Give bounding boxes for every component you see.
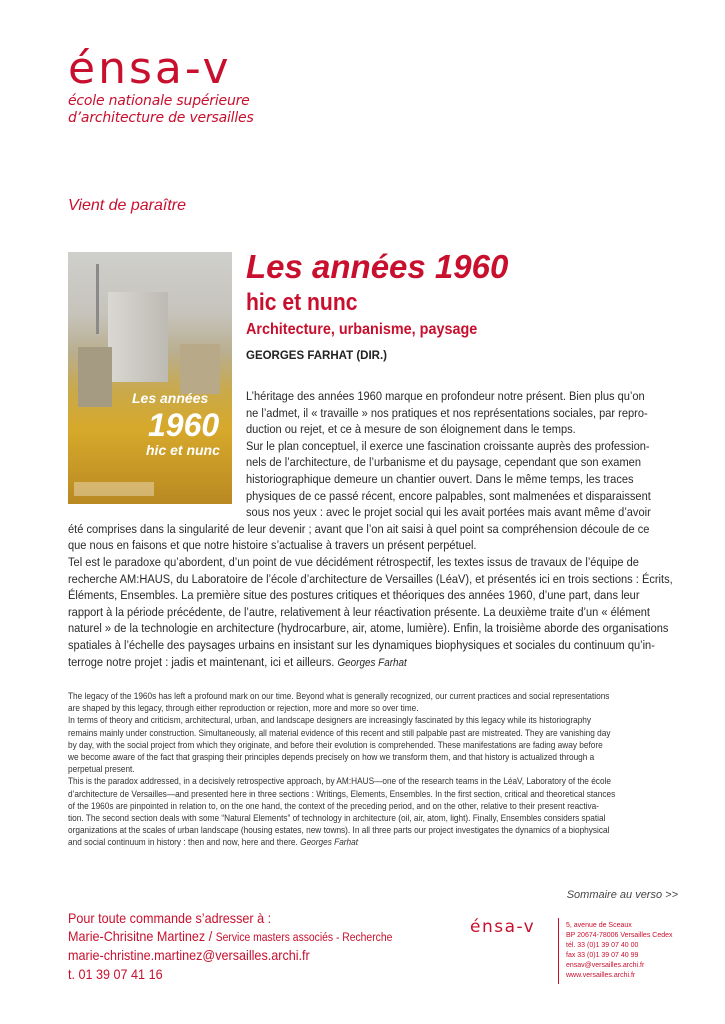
book-author: GEORGES FARHAT (DIR.) [246,350,387,362]
english-text-line: organizations at the scales of urban landscape (housing estates, new towns). In all three parts our project investigates the dynamics of a biophysical [68,825,610,836]
english-text-line: we become aware of the fact that grasping their principles depends precisely on how we transform them, and that history is actualized through a [68,752,595,762]
book-topic: Architecture, urbanisme, paysage [246,321,478,338]
english-text-line: of the 1960s are pinpointed in relation to, on the one hand, the context of the preceding period, and on the other, relative to their present reactiva- [68,800,599,811]
logo-wordmark: énsa-v [68,43,232,94]
cover-publisher-band [74,482,154,496]
order-heading: Pour toute commande s’adresser à : [68,910,272,926]
footer-address-line: BP 20674-78006 Versailles Cedex [566,932,673,939]
footer-address-line: 5, avenue de Sceaux [566,922,632,929]
cover-building-shape [78,347,112,407]
french-text-line: nels de l’architecture, de l’urbanisme et du paysage, cependant que son examen [246,455,641,470]
english-text-line: The legacy of the 1960s has left a profound mark on our time. Beyond what is generally recognized, our current practices and social representations [68,691,610,701]
book-title: Les années 1960 [246,248,509,285]
footer-fax: fax 33 (0)1 39 07 40 99 [566,952,639,959]
footer-divider [558,918,559,984]
english-text-line: This is the paradox addressed, in a decisively retrospective approach, by AM:HAUS—one of the research teams in the LéaV, Laboratory of the école [68,776,611,787]
school-name-line2: d’architecture de versailles [68,110,254,126]
verso-link[interactable]: Sommaire au verso >> [566,889,678,901]
french-text-line: spatiales à l’échelle des paysages urbains en insistant sur les dynamiques biophysiques et sociales du continuum qu’in- [68,638,655,652]
french-text-line: naturel » de la technologie en architecture (hydrocarbure, air, atome, lumière). Enfin, la troisième aborde des organisations [68,621,669,636]
order-phone: t. 01 39 07 41 16 [68,966,163,982]
english-text-line: In terms of theory and criticism, architectural, urban, and landscape designers are increasingly fascinated by this legacy while its historiography [68,715,592,726]
english-text-line: are shaped by this legacy, through either reproduction or rejection, more and more so over time. [68,703,419,714]
french-text-line: Tel est le paradoxe qu’abordent, d’un point de vue décidément rétrospectif, les textes issus de travaux de l’équipe de [68,555,639,569]
kicker: Vient de paraître [68,197,187,214]
french-text-line: recherche AM:HAUS, du Laboratoire de l’école d’architecture de Versailles (LéaV), et présentés ici en trois sections : Écrits, [68,571,673,586]
french-text-line: sous nos yeux : avec le projet social qui les avait portées mais avant même d’avoir [246,505,651,520]
school-name-line1: école nationale supérieure [68,93,250,109]
french-text-line: ne l’admet, il « travaille » nos pratiques et nos représentations sociales, par repro- [246,405,648,420]
school-logo [68,45,268,127]
french-text-line: rapport à la période précédente, de l’autre, relativement à leur réactivation présente. La deuxième traite d’un « élément [68,604,650,619]
cover-title-line: Les années [132,390,209,406]
french-text-line: terroge notre projet : jadis et maintenant, ici et ailleurs. [68,654,335,669]
french-text-line: L’héritage des années 1960 marque en profondeur notre présent. Bien plus qu’on [246,389,645,403]
footer-logo: énsa-v [470,917,536,937]
cover-title-year: 1960 [148,407,220,443]
french-signature: Georges Farhat [337,656,407,669]
english-text-line: remains mainly under construction. Simultaneously, all material evidence of this recent and still palpable past are mistreated. They are vanishing day [68,727,611,738]
english-text-line: and social continuum in history : then and now, here and there. [68,837,298,848]
footer-phone: tél. 33 (0)1 39 07 40 00 [566,942,639,949]
book-subtitle: hic et nunc [246,289,358,316]
cover-tower-shape [96,264,99,334]
french-text-line: Éléments, Ensembles. La première situe des postures critiques et théoriques des années 1960, d’une part, dans leur [68,588,640,603]
french-text-line: Sur le plan conceptuel, il exerce une fascination croissante auprès des profession- [246,438,650,453]
cover-building-shape [108,292,168,382]
english-text-line: perpetual present. [68,764,135,775]
order-contact [68,928,392,944]
french-text-line: historiographique demeure un chantier ouvert. Dans le même temps, les traces [246,472,634,486]
english-text-line: d’architecture de Versailles—and presented here in three sections : Writings, Elements, Ensembles. In the first section, critical and theoretical stances [68,788,616,799]
footer-website-link[interactable]: www.versailles.archi.fr [566,972,636,979]
english-text-line: tion. The second section deals with some “Natural Elements” of technology in architecture (oil, air, atom, light). Finally, Ensembles considers spatial [68,813,606,823]
french-text-line: physiques de ce passé récent, encore palpables, sont malmenées et disparaissent [246,488,651,503]
cover-subtitle: hic et nunc [146,442,220,458]
french-text-last-line [68,654,407,672]
french-text-line: été comprises dans la singularité de leur devenir ; avant que l’on ait saisi à quel point sa compréhension découle de ce [68,521,650,536]
english-text-line: by day, with the social project from which they originate, and before their evolution is comprehended. These manifestations are fading away before [68,739,603,750]
order-contact-name: Marie-Chrisitne Martinez / [68,928,213,944]
english-text-last-line [68,836,358,848]
french-text-line: que nous en faisons et que notre histoire s’actualise à travers un présent perpétuel. [68,538,477,553]
order-email-link[interactable]: marie-christine.martinez@versailles.archi.fr [68,947,310,963]
order-contact-role: Service masters associés - Recherche [215,932,393,944]
footer-email-link[interactable]: ensav@versailles.archi.fr [566,962,645,969]
french-text-line: duction ou rejet, et ce à mesure de son éloignement dans le temps. [246,422,576,437]
book-cover-image [68,252,232,504]
english-signature: Georges Farhat [300,837,359,848]
cover-building-shape [180,344,220,394]
